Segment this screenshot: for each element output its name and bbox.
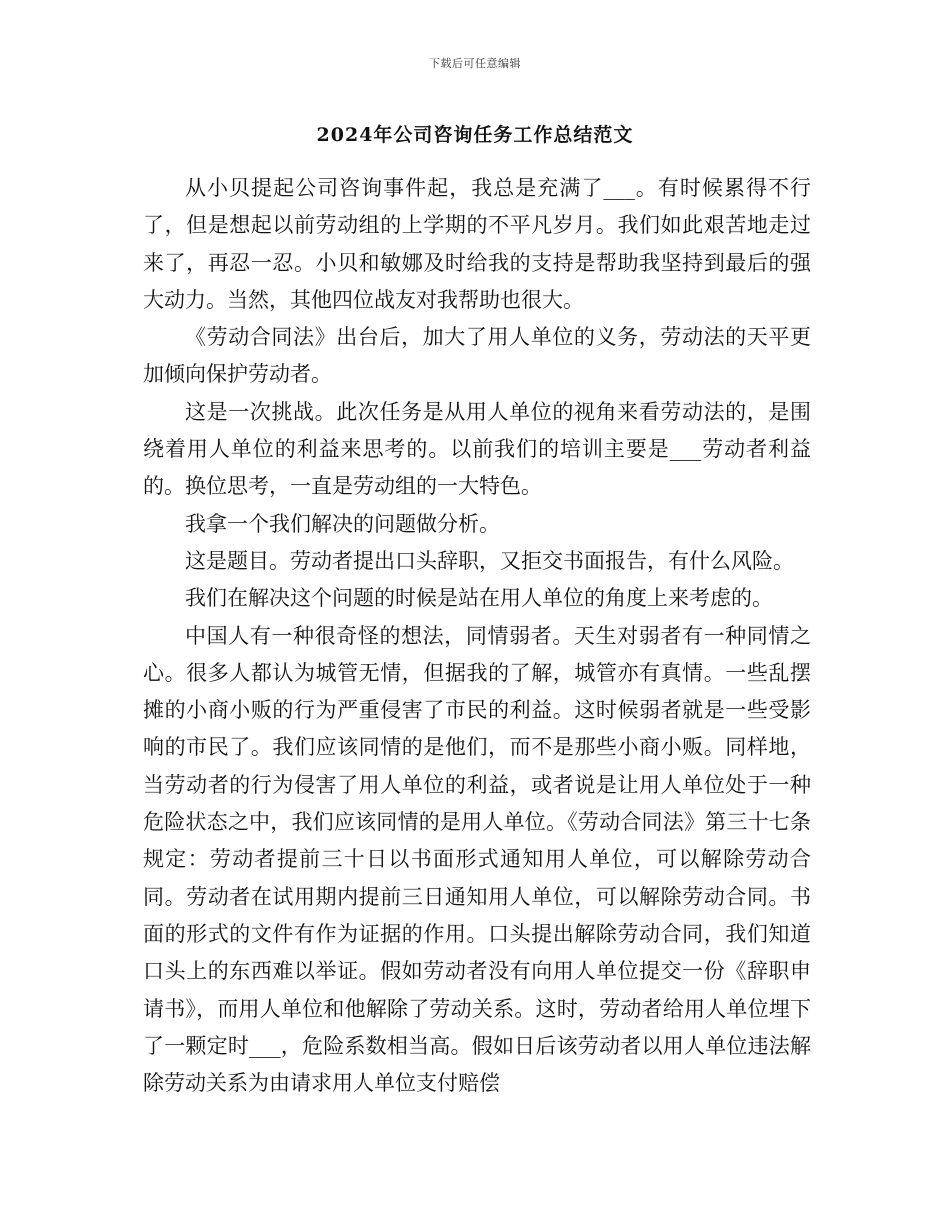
paragraph: 这是一次挑战。此次任务是从用人单位的视角来看劳动法的，是围绕着用人单位的利益来思考的。以前我们的培训主要是___劳动者利益的。换位思考，一直是劳动组的一大特色。: [143, 399, 811, 499]
document-body: [143, 170, 811, 1102]
paragraph: 我们在解决这个问题的时候是站在用人单位的角度上来考虑的。: [185, 586, 773, 611]
paragraph: 中国人有一种很奇怪的想法，同情弱者。天生对弱者有一种同情之心。很多人都认为城管无情，但据我的了解，城管亦有真情。一些乱摆摊的小商小贩的行为严重侵害了市民的利益。这时候弱者就是一些受影响的市民了。我们应该同情的是他们，而不是那些小商小贩。同样地，当劳动者的行为侵害了用人单位的利益，或者说是让用人单位处于一种危险状态之中，我们应该同情的是用人单位。《劳动合同法》第三十七条规定：劳动者提前三十日以书面形式通知用人单位，可以解除劳动合同。劳动者在试用期内提前三日通知用人单位，可以解除劳动合同。书面的形式的文件有作为证据的作用。口头提出解除劳动合同，我们知道口头上的东西难以举证。假如劳动者没有向用人单位提交一份《辞职申请书》，而用人单位和他解除了劳动关系。这时，劳动者给用人单位埋下了一颗定时___，危险系数相当高。假如日后该劳动者以用人单位违法解除劳动关系为由请求用人单位支付赔偿: [143, 623, 811, 1096]
paragraph: 这是题目。劳动者提出口头辞职，又拒交书面报告，有什么风险。: [185, 548, 794, 573]
paragraph: 我拿一个我们解决的问题做分析。: [185, 511, 500, 536]
paragraph: 从小贝提起公司咨询事件起，我总是充满了___。有时候累得不行了，但是想起以前劳动组的上学期的不平凡岁月。我们如此艰苦地走过来了，再忍一忍。小贝和敏娜及时给我的支持是帮助我坚持到最后的强大动力。当然，其他四位战友对我帮助也很大。: [143, 176, 811, 312]
paragraph: 《劳动合同法》出台后，加大了用人单位的义务，劳动法的天平更加倾向保护劳动者。: [143, 325, 811, 387]
header-note: 下载后可任意编辑: [429, 57, 521, 70]
document-title: 2024年公司咨询任务工作总结范文: [316, 124, 634, 146]
